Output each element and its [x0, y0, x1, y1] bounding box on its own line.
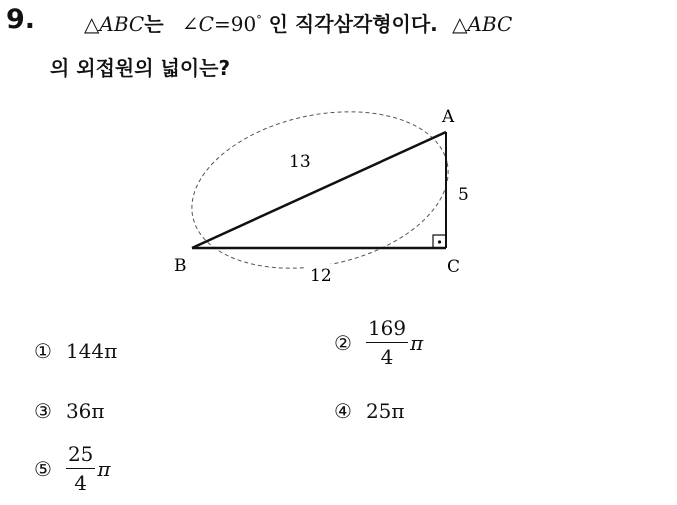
choice-3[interactable] [34, 399, 105, 423]
choice-5-suffix: π [97, 456, 111, 481]
triangle-ref: △ABC [84, 12, 145, 36]
question-text-line2: 의 외접원의 넓이는? [50, 56, 231, 80]
side-ac-length: 5 [458, 185, 469, 205]
label-c: C [447, 257, 461, 277]
choice-2-suffix: π [410, 330, 424, 355]
degree-symbol: ° [256, 13, 262, 27]
choice-5[interactable] [34, 444, 111, 493]
choice-5-numerator: 25 [66, 444, 95, 469]
choice-3-value: 36π [65, 399, 105, 423]
choice-2-fraction [366, 318, 408, 367]
angle-symbol: ∠ [181, 12, 199, 36]
choice-2-marker: ② [334, 330, 352, 355]
choice-2[interactable] [334, 318, 423, 367]
choice-5-fraction [66, 444, 95, 493]
choice-4-value: 25π [365, 399, 405, 423]
choice-1[interactable] [34, 339, 117, 363]
choice-3-marker: ③ [34, 399, 52, 423]
choice-1-value: 144π [65, 339, 118, 363]
choice-2-numerator: 169 [366, 318, 408, 343]
label-b: B [174, 256, 187, 276]
choice-4-marker: ④ [334, 399, 352, 423]
choice-2-denominator: 4 [380, 345, 394, 369]
label-a: A [442, 107, 455, 127]
question-text-part1: 는 [144, 12, 164, 36]
choice-5-denominator: 4 [74, 471, 88, 495]
question-text-part2: 인 직각삼각형이다. [261, 12, 438, 36]
choice-5-marker: ⑤ [34, 456, 52, 481]
right-angle-dot [438, 240, 441, 243]
triangle-ref-2: △ABC [452, 12, 513, 36]
side-ab-length: 13 [289, 152, 311, 172]
choice-1-marker: ① [34, 339, 52, 363]
choice-4[interactable] [334, 399, 405, 423]
angle-var: C [198, 12, 214, 36]
side-ab [192, 132, 446, 248]
angle-value: =90 [213, 12, 257, 36]
side-bc-length: 12 [310, 266, 332, 286]
question-number: 9. [6, 4, 36, 35]
